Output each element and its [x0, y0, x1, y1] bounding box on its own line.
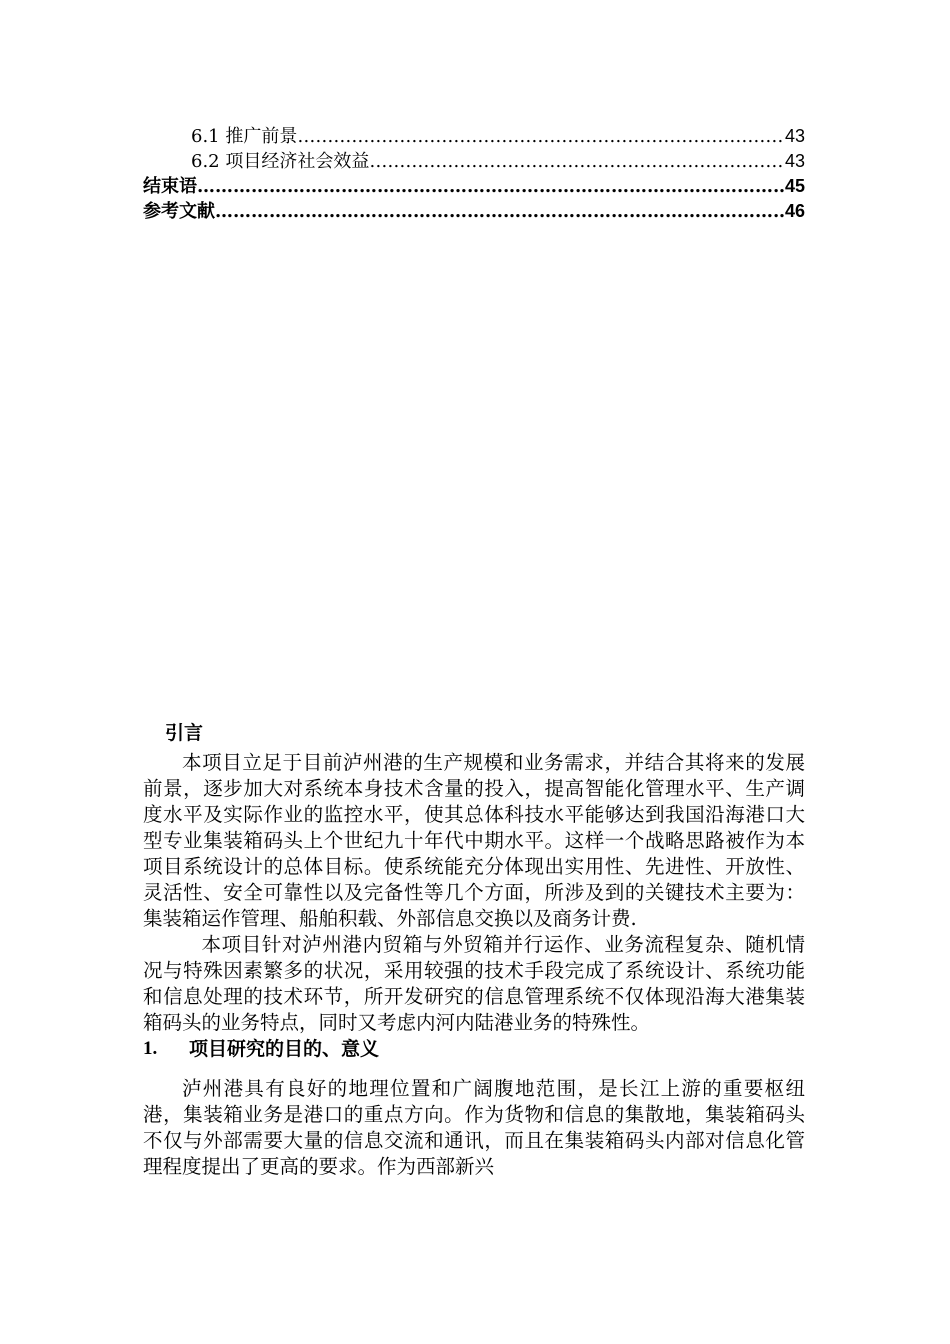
toc-leader-dots	[369, 151, 785, 172]
section-title: 项目研究的目的、意义	[189, 1038, 380, 1060]
toc-entry-references[interactable]	[143, 197, 805, 222]
toc-leader-dots	[297, 126, 785, 147]
toc-entry-6-2[interactable]	[143, 147, 805, 172]
intro-paragraph: 本项目立足于目前泸州港的生产规模和业务需求，并结合其将来的发展前景，逐步加大对系统本身技术含量的投入，提高智能化管理水平、生产调度水平及实际作业的监控水平，使其总体科技水平能够达到我国沿海港口大型专业集装箱码头上个世纪九十年代中期水平。这样一个战略思路被作为本项目系统设计的总体目标。使系统能充分体现出实用性、先进性、开放性、灵活性、安全可靠性以及完备性等几个方面，所涉及到的关键技术主要为：集装箱运作管理、船舶积载、外部信息交换以及商务计费.	[143, 751, 805, 930]
section-paragraph: 泸州港具有良好的地理位置和广阔腹地范围，是长江上游的重要枢纽港，集装箱业务是港口的重点方向。作为货物和信息的集散地，集装箱码头不仅与外部需要大量的信息交流和通讯，而且在集装箱码头内部对信息化管理程度提出了更高的要求。作为西部新兴	[143, 1077, 805, 1178]
toc-entry-6-1[interactable]	[143, 122, 805, 147]
section-number: 1.	[143, 1038, 158, 1059]
toc-entry-label: 结束语	[143, 176, 197, 197]
toc-entry-label: 6.1 推广前景	[191, 126, 298, 147]
document-body	[143, 716, 805, 1180]
intro-paragraph: 本项目针对泸州港内贸箱与外贸箱并行运作、业务流程复杂、随机情况与特殊因素繁多的状况，采用较强的技术手段完成了系统设计、系统功能和信息处理的技术环节，所开发研究的信息管理系统不仅体现沿海大港集装箱码头的业务特点，同时又考虑内河内陆港业务的特殊性。	[143, 933, 805, 1034]
toc-entry-label: 6.2 项目经济社会效益	[191, 151, 370, 172]
toc-leader-dots	[197, 176, 785, 197]
toc-entry-page: 45	[784, 176, 805, 196]
toc-entry-label: 参考文献	[143, 201, 215, 222]
toc-entry-page: 43	[784, 126, 805, 146]
section-heading	[143, 1036, 805, 1062]
toc-entry-page: 43	[784, 151, 805, 171]
table-of-contents	[143, 122, 805, 222]
toc-entry-page: 46	[784, 201, 805, 221]
toc-entry-conclusion[interactable]	[143, 172, 805, 197]
intro-heading: 引言	[165, 722, 204, 744]
toc-leader-dots	[215, 201, 785, 222]
